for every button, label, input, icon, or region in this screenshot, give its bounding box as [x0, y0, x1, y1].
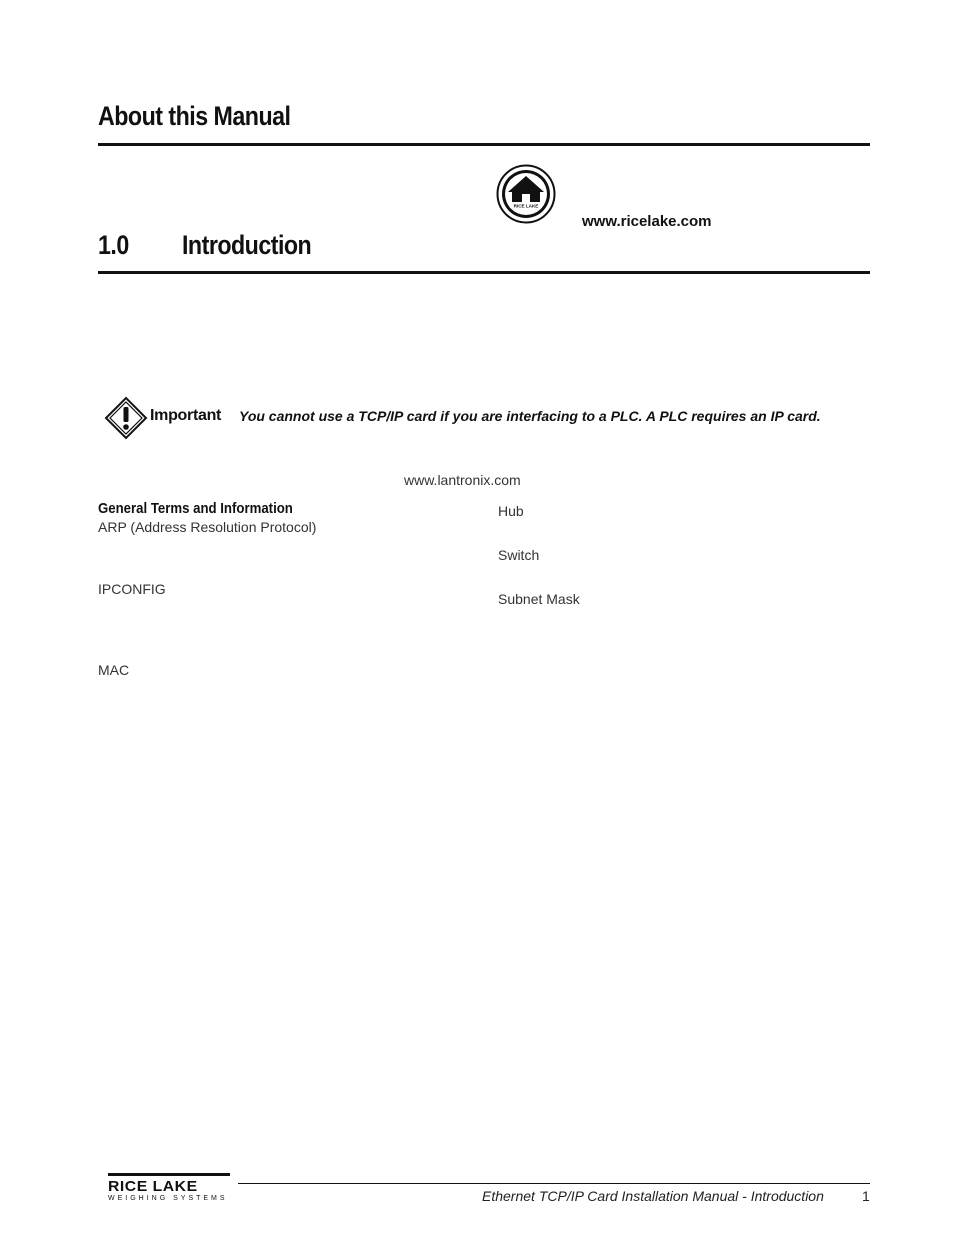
- term-ipconfig: IPCONFIG: [98, 581, 166, 597]
- term-mac: MAC: [98, 662, 130, 678]
- intro-heading: Introduction: [182, 230, 312, 260]
- ricelake-website-link[interactable]: www.ricelake.com: [582, 213, 712, 230]
- term-subnet-mask: Subnet Mask: [498, 591, 580, 607]
- footer-logo-sub: WEIGHING SYSTEMS: [108, 1195, 228, 1202]
- important-note-text: You cannot use a TCP/IP card if you are interfacing to a PLC. A PLC requires an IP card.: [239, 408, 821, 424]
- intro-section-number: 1.0: [98, 230, 129, 260]
- rice-lake-footer-logo: [108, 1173, 232, 1207]
- badge-logo-text: RICE LAKE: [513, 203, 539, 209]
- intro-rule: [98, 271, 870, 274]
- footer-page-number: 1: [862, 1188, 870, 1204]
- glossary-heading: General Terms and Information: [98, 500, 293, 517]
- footer-manual-title: Ethernet TCP/IP Card Installation Manual - Introduction: [482, 1188, 824, 1204]
- footer-rule: [238, 1183, 870, 1184]
- footer-logo-main: RICE LAKE: [108, 1178, 198, 1195]
- important-label: Important: [150, 407, 222, 424]
- heading-rule: [98, 143, 870, 146]
- lantronix-url-link[interactable]: www.lantronix.com: [404, 472, 521, 488]
- about-manual-heading: About this Manual: [98, 101, 291, 131]
- term-arp: ARP (Address Resolution Protocol): [98, 519, 317, 535]
- term-hub: Hub: [498, 503, 524, 519]
- term-switch: Switch: [498, 547, 540, 563]
- rice-lake-badge-icon: [496, 164, 556, 224]
- warning-diamond-icon: [104, 396, 148, 440]
